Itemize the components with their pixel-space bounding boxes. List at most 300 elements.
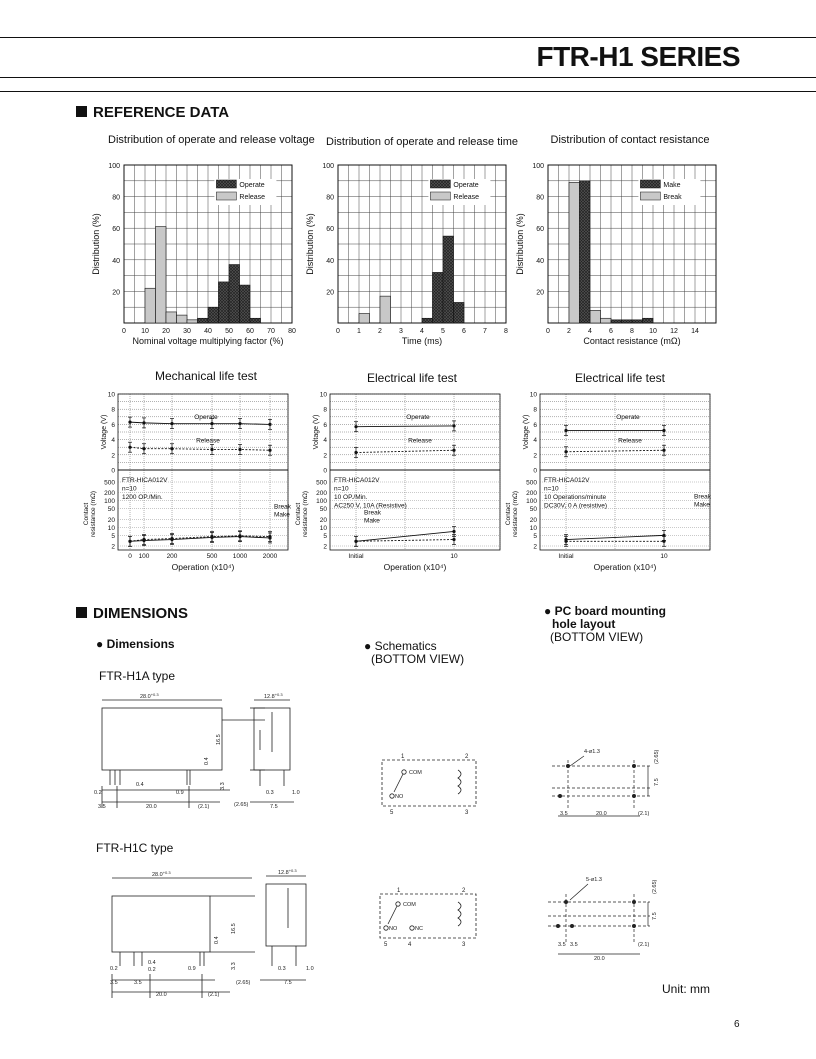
resistance-tick-label: 200 bbox=[316, 490, 327, 498]
bar-operate bbox=[198, 318, 209, 323]
x-tick-label: 100 bbox=[138, 553, 150, 560]
voltage-tick-label: 0 bbox=[111, 467, 115, 475]
y-tick-label: 80 bbox=[536, 194, 544, 202]
h1a-dim-7-5: 7.5 bbox=[270, 804, 278, 810]
voltage-axis-label: Voltage (V) bbox=[523, 414, 530, 450]
bar-release bbox=[156, 227, 167, 323]
series-label-break: Break bbox=[274, 503, 291, 511]
annotation-text: 10 OP./Min. bbox=[334, 494, 368, 501]
schem-a-com: COM bbox=[409, 770, 422, 776]
pcb-a-dim-3-5: 3.5 bbox=[560, 811, 568, 817]
bar-make bbox=[632, 320, 643, 323]
bar-make bbox=[622, 320, 633, 323]
voltage-tick-label: 4 bbox=[323, 437, 327, 445]
legend-label: Make bbox=[663, 182, 681, 189]
h1a-height-label: 16.5 bbox=[216, 734, 222, 745]
h1a-dim-1-0: 1.0 bbox=[292, 790, 300, 796]
schem-a-pin2: 2 bbox=[465, 754, 469, 760]
voltage-tick-label: 2 bbox=[533, 452, 537, 460]
h1c-dim-0-4v: 0.4 bbox=[214, 936, 220, 944]
y-axis-label: Distribution (%) bbox=[91, 213, 101, 275]
h1c-dim-0-4: 0.4 bbox=[148, 960, 156, 966]
bar-operate bbox=[240, 285, 251, 323]
x-tick-label: 40 bbox=[204, 328, 212, 335]
x-tick-label: 8 bbox=[630, 328, 634, 335]
schem-a-no: NO bbox=[395, 794, 404, 800]
bar-release bbox=[166, 312, 177, 323]
x-axis-label: Operation (x10⁴) bbox=[593, 562, 657, 572]
resistance-tick-label: 2 bbox=[323, 543, 327, 551]
schem-c-com: COM bbox=[403, 902, 416, 908]
pcb-hole bbox=[632, 794, 636, 798]
chart-title-resistance-dist: Distribution of contact resistance bbox=[550, 134, 710, 146]
header-rule-top bbox=[0, 37, 816, 38]
data-point-operate bbox=[268, 423, 271, 426]
x-tick-label: 60 bbox=[246, 328, 254, 335]
h1c-body-end bbox=[266, 884, 306, 946]
reference-title-text: REFERENCE DATA bbox=[93, 104, 230, 121]
data-point-make bbox=[354, 540, 357, 543]
resistance-tick-label: 100 bbox=[316, 498, 327, 506]
voltage-tick-label: 4 bbox=[533, 437, 537, 445]
bar-release bbox=[380, 296, 391, 323]
pcb-hole bbox=[632, 924, 636, 928]
reference-section-title bbox=[76, 104, 229, 121]
x-tick-label: 3 bbox=[399, 328, 403, 335]
bar-break bbox=[601, 318, 612, 323]
voltage-tick-label: 10 bbox=[319, 391, 327, 399]
schem-c-pin4: 4 bbox=[408, 942, 412, 948]
x-tick-label: 10 bbox=[141, 328, 149, 335]
pcb-c-holes: 5-ø1.3 bbox=[586, 877, 602, 883]
h1c-dim-20: 20.0 bbox=[156, 992, 167, 998]
resistance-axis-label-line2: resistance (mΩ) bbox=[302, 490, 309, 538]
pcb-view-label: (BOTTOM VIEW) bbox=[550, 630, 644, 644]
data-point-release bbox=[452, 449, 455, 452]
dimensions-title-text: DIMENSIONS bbox=[93, 605, 189, 622]
bar-operate bbox=[250, 318, 261, 323]
pcb-hole bbox=[566, 764, 570, 768]
type-label-h1c: FTR-H1C type bbox=[96, 841, 174, 855]
x-tick-label: 20 bbox=[162, 328, 170, 335]
x-tick-label: Initial bbox=[558, 553, 574, 560]
x-axis-label: Time (ms) bbox=[401, 336, 443, 346]
bar-make bbox=[611, 320, 622, 323]
x-tick-label: 0 bbox=[546, 328, 550, 335]
data-point-operate bbox=[238, 422, 241, 425]
pcb-c-dim-20: 20.0 bbox=[594, 956, 605, 962]
h1c-dim-7-5: 7.5 bbox=[284, 980, 292, 986]
data-point-release bbox=[128, 446, 131, 449]
bar-break bbox=[569, 182, 580, 323]
resistance-tick-label: 50 bbox=[529, 506, 537, 514]
bar-operate bbox=[219, 282, 230, 323]
annotation-text: AC250 V, 10A (Resistive) bbox=[334, 502, 407, 510]
schem-c-pin5: 5 bbox=[384, 942, 388, 948]
h1a-pcb-layout bbox=[540, 740, 670, 825]
pcb-a-dim-2-65: (2.65) bbox=[654, 749, 660, 764]
x-tick-label: 500 bbox=[206, 553, 218, 560]
coil-icon bbox=[458, 770, 461, 794]
legend-swatch bbox=[640, 192, 660, 200]
data-point-release bbox=[210, 448, 213, 451]
header-rule-middle bbox=[0, 77, 816, 78]
x-tick-label: 8 bbox=[504, 328, 508, 335]
voltage-tick-label: 2 bbox=[323, 452, 327, 460]
data-point-release bbox=[354, 451, 357, 454]
x-tick-label: 6 bbox=[462, 328, 466, 335]
schem-a-pin5: 5 bbox=[390, 810, 394, 816]
annotation-text: n=10 bbox=[122, 485, 137, 493]
x-axis-label: Contact resistance (mΩ) bbox=[583, 336, 681, 346]
y-tick-label: 40 bbox=[326, 257, 334, 265]
data-point-operate bbox=[210, 422, 213, 425]
pcb-label-line1: PC board mounting bbox=[554, 604, 666, 618]
h1c-dim-0-2: 0.2 bbox=[110, 966, 118, 972]
pcb-hole bbox=[632, 764, 636, 768]
h1c-width-label: $12.8^{+0.3}$ bbox=[278, 868, 297, 876]
resistance-tick-label: 200 bbox=[526, 490, 537, 498]
x-tick-label: 2000 bbox=[262, 553, 278, 560]
legend-label: Break bbox=[663, 194, 682, 201]
legend-swatch bbox=[430, 180, 450, 188]
x-axis-label: Operation (x10⁴) bbox=[171, 562, 235, 572]
x-tick-label: 2 bbox=[378, 328, 382, 335]
bar-release bbox=[187, 320, 198, 323]
series-line-release bbox=[130, 447, 270, 450]
data-point-operate bbox=[452, 424, 455, 427]
series-title: FTR-H1 SERIES bbox=[536, 41, 740, 72]
voltage-tick-label: 6 bbox=[323, 421, 327, 429]
resistance-tick-label: 2 bbox=[533, 543, 537, 551]
y-tick-label: 80 bbox=[112, 194, 120, 202]
x-tick-label: 4 bbox=[420, 328, 424, 335]
life-test-chart-electrical-dc bbox=[496, 388, 718, 586]
h1c-dim-0-2b: 0.2 bbox=[148, 967, 156, 973]
schem-c-pin3: 3 bbox=[462, 942, 466, 948]
pcb-a-dim-7-5: 7.5 bbox=[654, 778, 660, 786]
dimensions-subheading: ● Dimensions bbox=[96, 637, 175, 651]
h1c-dim-0-3: 0.3 bbox=[278, 966, 286, 972]
x-tick-label: 70 bbox=[267, 328, 275, 335]
schematics-label: Schematics bbox=[374, 639, 437, 653]
x-tick-label: 1 bbox=[357, 328, 361, 335]
bar-break bbox=[590, 310, 601, 323]
x-tick-label: 10 bbox=[450, 553, 458, 560]
data-point-operate bbox=[564, 429, 567, 432]
schematics-view-label: (BOTTOM VIEW) bbox=[371, 652, 465, 666]
chart-title-voltage-dist: Distribution of operate and release voltage bbox=[108, 134, 315, 146]
x-tick-label: 4 bbox=[588, 328, 592, 335]
x-tick-label: 1000 bbox=[232, 553, 248, 560]
chart-title-electrical-life-dc: Electrical life test bbox=[574, 371, 666, 385]
data-point-release bbox=[170, 447, 173, 450]
resistance-tick-label: 500 bbox=[104, 479, 115, 487]
bar-make bbox=[643, 318, 654, 323]
series-line-operate bbox=[356, 426, 454, 427]
legend-swatch bbox=[216, 180, 236, 188]
voltage-axis-label: Voltage (V) bbox=[101, 414, 108, 450]
life-test-chart-mechanical bbox=[74, 388, 296, 586]
voltage-tick-label: 8 bbox=[323, 406, 327, 414]
resistance-tick-label: 20 bbox=[319, 516, 327, 524]
annotation-text: 10 Operations/minute bbox=[544, 494, 607, 501]
series-label-break: Break bbox=[694, 493, 711, 501]
series-label-break: Break bbox=[364, 509, 381, 517]
voltage-tick-label: 10 bbox=[107, 391, 115, 399]
square-bullet-icon bbox=[76, 106, 87, 117]
x-tick-label: 2 bbox=[567, 328, 571, 335]
data-point-make bbox=[564, 540, 567, 543]
x-tick-label: 7 bbox=[483, 328, 487, 335]
voltage-tick-label: 2 bbox=[111, 452, 115, 460]
annotation-text: n=10 bbox=[334, 485, 349, 493]
y-tick-label: 60 bbox=[536, 226, 544, 234]
data-point-release bbox=[268, 449, 271, 452]
resistance-axis-label-line1: Contact bbox=[83, 502, 90, 526]
resistance-axis-label-line2: resistance (mΩ) bbox=[90, 490, 97, 538]
data-point-release bbox=[662, 449, 665, 452]
h1a-dim-2-1: (2.1) bbox=[198, 804, 210, 810]
resistance-tick-label: 20 bbox=[107, 516, 115, 524]
schem-a-pin1: 1 bbox=[401, 754, 405, 760]
data-point-make bbox=[268, 535, 271, 538]
series-label-operate: Operate bbox=[194, 414, 218, 422]
y-tick-label: 100 bbox=[322, 163, 334, 170]
x-tick-label: 12 bbox=[670, 328, 678, 335]
y-tick-label: 80 bbox=[326, 194, 334, 202]
pcb-a-dim-20: 20.0 bbox=[596, 811, 607, 817]
voltage-tick-label: 10 bbox=[529, 391, 537, 399]
bar-release bbox=[359, 314, 370, 323]
h1a-dim-0-2: 0.2 bbox=[94, 790, 102, 796]
schematics-subheading: ● Schematics (BOTTOM VIEW) bbox=[364, 639, 465, 666]
bar-release bbox=[177, 315, 188, 323]
h1c-length-label: $28.0^{+0.3}$ bbox=[152, 870, 171, 878]
resistance-tick-label: 5 bbox=[533, 532, 537, 540]
resistance-tick-label: 500 bbox=[526, 479, 537, 487]
resistance-tick-label: 10 bbox=[319, 524, 327, 532]
legend-label: Release bbox=[453, 194, 480, 201]
data-point-make bbox=[210, 535, 213, 538]
bar-make bbox=[580, 181, 591, 323]
schem-c-no: NO bbox=[389, 926, 398, 932]
pcb-c-dim-3-5b: 3.5 bbox=[570, 942, 578, 948]
pcb-subheading: ● PC board mounting hole layout (BOTTOM VIEW) bbox=[544, 604, 666, 644]
h1c-dim-3-5b: 3.5 bbox=[134, 980, 142, 986]
dimensions-label: Dimensions bbox=[106, 637, 175, 651]
y-tick-label: 20 bbox=[326, 289, 334, 297]
pcb-a-dim-2-1: (2.1) bbox=[638, 811, 650, 817]
pcb-c-dim-2-65: (2.65) bbox=[652, 879, 658, 894]
resistance-tick-label: 50 bbox=[107, 506, 115, 514]
legend-label: Release bbox=[239, 194, 266, 201]
bar-operate bbox=[208, 307, 219, 323]
life-test-chart-electrical-ac bbox=[286, 388, 508, 586]
schem-c-pin2: 2 bbox=[462, 888, 466, 894]
y-tick-label: 100 bbox=[532, 163, 544, 170]
header-rule-bottom bbox=[0, 91, 816, 92]
x-tick-label: 10 bbox=[649, 328, 657, 335]
voltage-tick-label: 6 bbox=[533, 421, 537, 429]
bar-operate bbox=[443, 236, 454, 323]
pcb-hole bbox=[558, 794, 562, 798]
data-point-make bbox=[142, 538, 145, 541]
pcb-hole bbox=[564, 900, 568, 904]
data-point-operate bbox=[142, 421, 145, 424]
h1c-schematic bbox=[372, 884, 482, 954]
resistance-axis-label-line2: resistance (mΩ) bbox=[512, 490, 519, 538]
h1a-width-label: $12.8^{+0.3}$ bbox=[264, 692, 283, 700]
h1a-dim-0-4: 0.4 bbox=[136, 782, 144, 788]
annotation-text: 1200 OP./Min. bbox=[122, 494, 163, 501]
h1a-dim-3-5: 3.5 bbox=[98, 804, 106, 810]
x-tick-label: 0 bbox=[128, 553, 132, 560]
resistance-tick-label: 20 bbox=[529, 516, 537, 524]
y-tick-label: 20 bbox=[112, 289, 120, 297]
chart-title-time-dist: Distribution of operate and release time bbox=[326, 136, 518, 148]
histogram-contact-resistance bbox=[508, 155, 738, 355]
chart-title-electrical-life-ac: Electrical life test bbox=[366, 371, 458, 385]
h1a-length-label: $28.0^{+0.3}$ bbox=[140, 692, 159, 700]
data-point-make bbox=[238, 534, 241, 537]
h1c-dim-2-1: (2.1) bbox=[208, 992, 220, 998]
bar-operate bbox=[422, 318, 433, 323]
data-point-operate bbox=[170, 422, 173, 425]
resistance-tick-label: 2 bbox=[111, 543, 115, 551]
x-tick-label: 5 bbox=[441, 328, 445, 335]
x-tick-label: 10 bbox=[660, 553, 668, 560]
series-label-operate: Operate bbox=[406, 414, 430, 422]
x-tick-label: 14 bbox=[691, 328, 699, 335]
bar-release bbox=[145, 288, 156, 323]
data-point-operate bbox=[354, 425, 357, 428]
data-point-operate bbox=[128, 421, 131, 424]
voltage-axis-label: Voltage (V) bbox=[313, 414, 320, 450]
h1a-end-view-drawing bbox=[232, 690, 310, 815]
resistance-tick-label: 200 bbox=[104, 490, 115, 498]
voltage-tick-label: 8 bbox=[533, 406, 537, 414]
y-tick-label: 100 bbox=[108, 163, 120, 170]
pcb-c-dim-7-5: 7.5 bbox=[652, 912, 658, 920]
h1c-dim-1-0: 1.0 bbox=[306, 966, 314, 972]
x-tick-label: 6 bbox=[609, 328, 613, 335]
series-label-make: Make bbox=[364, 517, 380, 525]
coil-icon bbox=[458, 902, 461, 926]
schem-a-pin3: 3 bbox=[465, 810, 469, 816]
h1c-dim-3-5: 3.5 bbox=[110, 980, 118, 986]
data-point-make bbox=[452, 538, 455, 541]
data-point-release bbox=[238, 448, 241, 451]
y-tick-label: 60 bbox=[112, 226, 120, 234]
voltage-tick-label: 0 bbox=[323, 467, 327, 475]
h1c-dim-3-3: 3.3 bbox=[231, 962, 237, 970]
data-point-make bbox=[128, 540, 131, 543]
h1a-dim-2-65: (2.65) bbox=[234, 802, 249, 808]
voltage-tick-label: 0 bbox=[533, 467, 537, 475]
legend-swatch bbox=[640, 180, 660, 188]
unit-label: Unit: mm bbox=[662, 982, 710, 996]
series-label-release: Release bbox=[618, 437, 642, 445]
histogram-operate-release-time bbox=[298, 155, 528, 355]
schem-c-pin1: 1 bbox=[397, 888, 401, 894]
data-point-operate bbox=[662, 429, 665, 432]
bar-operate bbox=[454, 302, 465, 323]
series-label-operate: Operate bbox=[616, 414, 640, 422]
h1a-dim-0-3: 0.3 bbox=[266, 790, 274, 796]
resistance-tick-label: 10 bbox=[529, 524, 537, 532]
series-label-release: Release bbox=[196, 437, 220, 445]
resistance-tick-label: 5 bbox=[323, 532, 327, 540]
y-tick-label: 40 bbox=[112, 257, 120, 265]
pcb-a-holes: 4-ø1.3 bbox=[584, 749, 600, 755]
series-line-operate bbox=[130, 422, 270, 424]
resistance-axis-label-line1: Contact bbox=[295, 502, 302, 526]
h1c-end-view-drawing bbox=[232, 866, 322, 1001]
annotation-text: FTR-HICA012V bbox=[334, 477, 380, 484]
pcb-hole bbox=[570, 924, 574, 928]
h1c-body-front bbox=[112, 896, 210, 952]
legend-label: Operate bbox=[239, 182, 265, 189]
x-tick-label: 80 bbox=[288, 328, 296, 335]
data-point-release bbox=[564, 450, 567, 453]
h1a-dim-0-9: 0.9 bbox=[176, 790, 184, 796]
legend-label: Operate bbox=[453, 182, 479, 189]
x-tick-label: Initial bbox=[348, 553, 364, 560]
h1a-dim-0-4v: 0.4 bbox=[204, 757, 210, 765]
voltage-tick-label: 6 bbox=[111, 421, 115, 429]
voltage-tick-label: 4 bbox=[111, 437, 115, 445]
pcb-c-dim-3-5: 3.5 bbox=[558, 942, 566, 948]
resistance-tick-label: 100 bbox=[526, 498, 537, 506]
y-tick-label: 40 bbox=[536, 257, 544, 265]
x-tick-label: 0 bbox=[336, 328, 340, 335]
page-number: 6 bbox=[734, 1019, 740, 1030]
dimensions-section-title bbox=[76, 605, 188, 622]
resistance-tick-label: 50 bbox=[319, 506, 327, 514]
annotation-text: n=10 bbox=[544, 485, 559, 493]
resistance-axis-label-line1: Contact bbox=[505, 502, 512, 526]
chart-title-mechanical-life: Mechanical life test bbox=[154, 369, 258, 383]
square-bullet-icon bbox=[76, 607, 87, 618]
data-point-release bbox=[142, 447, 145, 450]
h1a-dim-3-3: 3.3 bbox=[220, 782, 226, 790]
type-label-h1a: FTR-H1A type bbox=[99, 669, 176, 683]
y-axis-label: Distribution (%) bbox=[305, 213, 315, 275]
x-axis-label: Operation (x10⁴) bbox=[383, 562, 447, 572]
series-label-release: Release bbox=[408, 437, 432, 445]
data-point-make bbox=[662, 540, 665, 543]
series-label-make: Make bbox=[274, 511, 290, 519]
h1a-schematic bbox=[372, 750, 482, 820]
pcb-c-dim-2-1: (2.1) bbox=[638, 942, 650, 948]
pcb-hole bbox=[556, 924, 560, 928]
legend-swatch bbox=[216, 192, 236, 200]
y-axis-label: Distribution (%) bbox=[515, 213, 525, 275]
h1a-dim-20: 20.0 bbox=[146, 804, 157, 810]
bar-operate bbox=[433, 272, 444, 323]
data-point-make bbox=[170, 537, 173, 540]
resistance-tick-label: 100 bbox=[104, 498, 115, 506]
annotation-text: FTR-HICA012V bbox=[544, 477, 590, 484]
annotation-text: FTR-HICA012V bbox=[122, 477, 168, 484]
annotation-text: DC30V, 0 A (resistive) bbox=[544, 502, 607, 510]
bar-operate bbox=[229, 265, 240, 323]
h1c-height-label: 16.5 bbox=[231, 923, 237, 934]
y-tick-label: 20 bbox=[536, 289, 544, 297]
schem-c-nc: NC bbox=[415, 926, 423, 932]
resistance-tick-label: 10 bbox=[107, 524, 115, 532]
